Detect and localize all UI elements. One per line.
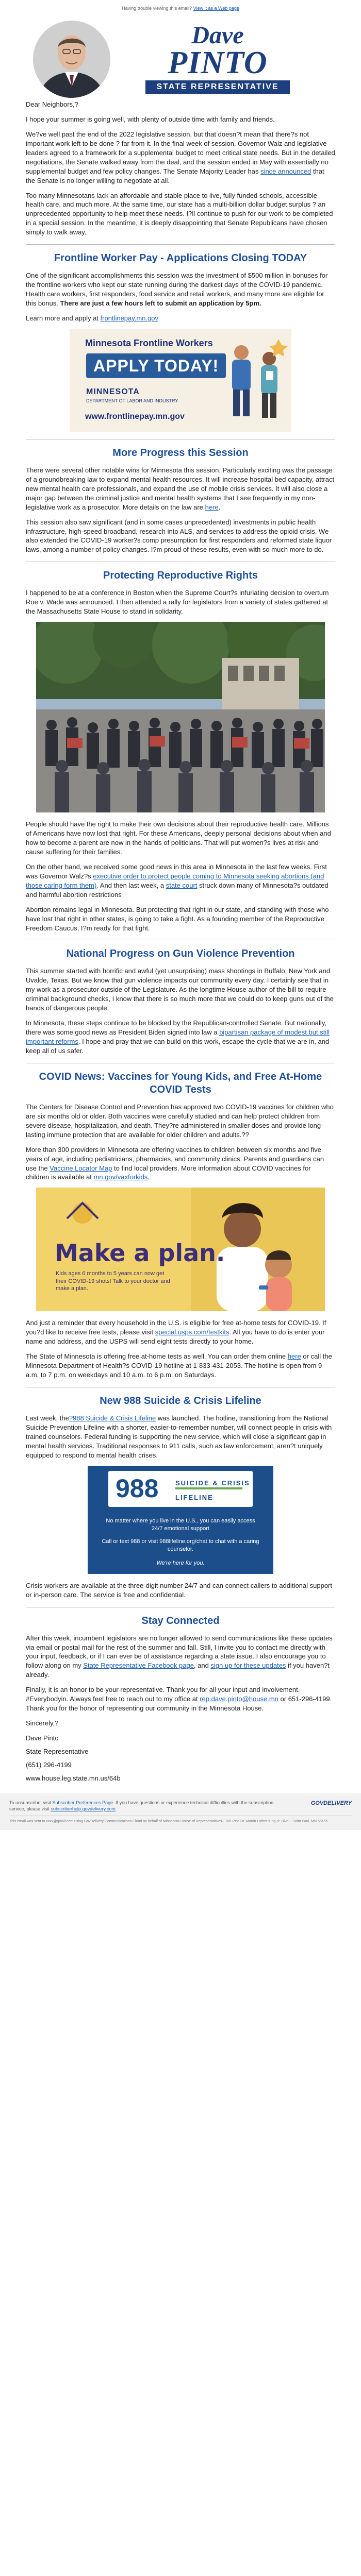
lifeline-logo-name: SUICIDE & CRISIS LIFELINE <box>175 1479 250 1501</box>
mn-tests-link[interactable]: here <box>287 1352 301 1361</box>
footer-fine-print: This email was sent to xxxx@gmail.com using GovDelivery Communications Cloud on behalf of Minnesota House of Representatives · 100 Rev. Dr. Martin Luther King Jr. Blvd. · Saint Paul, MN 55155 <box>9 1816 352 1824</box>
signature-phone: (651) 296-4199 <box>26 1760 72 1769</box>
banner-url: www.frontlinepay.mn.gov <box>85 412 185 421</box>
email-link[interactable]: rep.dave.pinto@house.mn <box>200 1695 278 1703</box>
make-a-plan-image <box>36 1188 325 1311</box>
header-title: STATE REPRESENTATIVE <box>145 80 290 94</box>
intro-paragraph-3: Too many Minnesotans lack an affordable and stable place to live, fully funded schools, accessible health care, and much more. At the same time, our state has a multi-billion dollar budget surplus ? an unprecedented opportunity to help meet these needs. I?ll continue to push for our work to be completed in a special session. In the meantime, it is deeply disappointing that Senate Republicans have chosen simply to walk away. <box>26 191 333 236</box>
lifeline-text-3: We're here for you. <box>156 1560 205 1566</box>
lifeline-logo-bar <box>175 1487 242 1489</box>
lifeline-text-2: Call or text 988 or visit 988lifeline.org/chat to chat with a caring counselor. <box>102 1538 259 1553</box>
web-version-link[interactable]: View it as a Web page <box>193 6 239 11</box>
facebook-page-link[interactable]: State Representative Facebook page <box>83 1662 194 1670</box>
representative-photo <box>33 21 110 98</box>
banner-title: Minnesota Frontline Workers <box>85 337 213 348</box>
footer-unsubscribe: To unsubscribe, visit Subscriber Preferences Page. If you have questions or experience technical difficulties with the subscription service, please visit subscriberhelp.govdelivery.com. <box>9 1800 274 1812</box>
intro-paragraph-1: I hope your summer is going well, with plenty of outside time with family and friends. <box>26 115 275 123</box>
executive-order-link[interactable]: executive order to protect people coming to Minnesota seeking abortions (and those caring form them) <box>26 872 324 889</box>
contact-heading: Stay Connected <box>141 1615 220 1626</box>
greeting: Dear Neighbors,? <box>26 100 78 108</box>
signature-name: Dave Pinto <box>26 1734 59 1742</box>
divider <box>26 244 335 245</box>
banner-apply-text: APPLY TODAY! <box>86 353 226 378</box>
progress-heading: More Progress this Session <box>112 447 249 459</box>
rights-heading: Protecting Reproductive Rights <box>103 570 258 582</box>
frontline-banner-image[interactable] <box>70 329 291 432</box>
contact-paragraph-1: After this week, incumbent legislators are no longer allowed to send communications like these updates via email or postal mail for the rest of the summer and fall. Still, I invite you to contact me directly with your input, feedback, or if I can ever be of assistance regarding a state issue. I also encourage you to follow along on my State Representative Facebook page, and sign up for these updates if you haven?t already. <box>26 1634 333 1679</box>
covid-paragraph-1: The Centers for Disease Control and Prevention has approved two COVID-19 vaccines for children who are six months old or older. Both vaccines were carefully studied and can help protect children from severe disease, hospitalization, and death. They?re administered in smaller doses and provide long-lasting immune protection that are available for older children and adults.?? <box>26 1103 334 1139</box>
header-name-block <box>145 24 290 94</box>
signup-updates-link[interactable]: sign up for these updates <box>210 1662 286 1670</box>
contact-paragraph-2: Finally, it is an honor to be your representative. Thank you for all your input and involvement. #Everybodyin. Always feel free to reach out to my office at rep.dave.pinto@house.mn or 651-296-4199. Thank you for the honor of representing our community in the Minnesota House. <box>26 1686 332 1713</box>
subscriber-help-link[interactable]: subscriberhelp.govdelivery.com <box>51 1806 116 1812</box>
covid-paragraph-4: The State of Minnesota is offering free at-home tests as well. You can order them online here or call the Minnesota Department of Health?s COVID-19 hotline at 1-833-431-2053. The hotline is open from 9 a.m. to 7 p.m. on weekdays and 10 a.m. to 6 p.m. on Saturdays. <box>26 1352 332 1379</box>
rights-paragraph-4: Abortion remains legal in Minnesota. But protecting that right in our state, and standing with those who have lost that right in other states, is going to take a fight. As a founding member of the Reproductive Freedom Caucus, I?m ready for that fight. <box>26 905 329 932</box>
sign-off: Sincerely,? <box>26 1719 59 1727</box>
last-name: PINTO <box>168 45 268 80</box>
since-announced-link[interactable]: since announced <box>260 167 311 175</box>
content-column <box>26 100 335 1783</box>
frontline-paragraph-1: One of the significant accomplishments this session was the investment of $500 million in bonuses for the frontline workers who kept our state running during the darkest days of the COVID-19 pandemic. Health care workers, first responders, food service and retail workers, and many more are eligible for this bonus. There are just a few hours left to submit an application by 5pm. <box>26 272 328 307</box>
subscriber-preferences-link[interactable]: Subscriber Preferences Page <box>52 1800 113 1805</box>
lifeline-paragraph-1: Last week, the?988 Suicide & Crisis Lifeline was launched. The hotline, transitioning from the National Suicide Prevention Lifeline with a shorter, easier-to-remember number, will connect people in crisis with trained counselors. Federal funding is supporting the new service, which will close a significant gap in mental health services. Traditional responses to 911 calls, such as law enforcement, aren?t uniquely equipped to respond to mental health crises. <box>26 1414 332 1459</box>
lifeline-text-1: No matter where you live in the U.S., you can easily access 24/7 emotional support <box>106 1517 255 1532</box>
state-court-link[interactable]: state court <box>166 881 198 889</box>
signature-website: www.house.leg.state.mn.us/64b <box>26 1774 121 1782</box>
govdelivery-logo[interactable]: GOVDELIVERY <box>310 1800 352 1806</box>
usps-testkits-link[interactable]: special.usps.com/testkits <box>155 1328 229 1336</box>
covid-heading: COVID News: Vaccines for Young Kids, and Free At-Home COVID Tests <box>39 1071 322 1095</box>
frontline-pay-link[interactable]: frontlinepay.mn.gov <box>100 314 159 322</box>
lifeline-logo <box>108 1471 253 1507</box>
covid-paragraph-2: More than 300 providers in Minnesota are offering vaccines to children between six months and five years of age, including pediatricians, pharmacies, and community clinics. Parents and guardians can use the Vaccine Locator Map to find local providers. More information about COVID vaccines for children is available at mn.gov/vaxforkids. <box>26 1145 324 1181</box>
progress-paragraph-1: There were several other notable wins for Minnesota this session. Particularly exciting was the passage of a groundbreaking law to expand mental health resources. It will increase hospital bed capacity, attract new mental health care professionals, and expand the use of mobile crisis services. It will also close a major gap between the criminal justice and mental health systems that I see frequently in my non-legislative work as a prosecutor. More details on the law are here. <box>26 466 335 511</box>
top-note-text: Having trouble viewing this email? <box>122 6 193 11</box>
bipartisan-package-link[interactable]: bipartisan package of modest but still important reforms <box>26 1028 330 1045</box>
rights-paragraph-1: I happened to be at a conference in Boston when the Supreme Court?s infuriating decision to overturn Roe v. Wade was announced. I then attended a rally for legislators from a variety of states gathered at the Massachusetts State House to stand in solidarity. <box>26 589 329 616</box>
signature-title: State Representative <box>26 1747 89 1755</box>
covid-paragraph-3: And just a reminder that every household in the U.S. is eligible for free at-home tests for COVID-19. If you?d like to receive free tests, please visit special.usps.com/testkits. All you have to do is enter your name and address, and the USPS will send eight tests directly to your home. <box>26 1319 326 1346</box>
footer-line <box>9 1800 352 1816</box>
workers-illustration-icon <box>217 329 291 432</box>
newsletter-header <box>26 18 335 100</box>
frontline-paragraph-2: Learn more and apply at frontlinepay.mn.gov <box>26 314 159 322</box>
vaxforkids-link[interactable]: mn.gov/vaxforkids <box>93 1173 148 1181</box>
lifeline-image <box>88 1466 273 1574</box>
top-note <box>0 0 361 18</box>
guns-heading: National Progress on Gun Violence Prevention <box>66 948 295 960</box>
progress-paragraph-2: This session also saw significant (and in some cases unprecedented) investments in public health infrastructure, high-speed broadband, research into ALS, and services to address the opioid crisis. We also extended the COVID-19 worker?s comp presumption for first responders and reformed state liquor laws, among a number of policy changes. I?m proud of these results, even with so much more to do. <box>26 518 332 554</box>
lifeline-paragraph-2: Crisis workers are available at the three-digit number 24/7 and can connect callers to additional support or in-person care. The service is free and confidential. <box>26 1581 332 1599</box>
mental-health-law-link[interactable]: here <box>205 503 219 511</box>
signature-block <box>26 1734 335 1783</box>
dli-logo: MINNESOTA DEPARTMENT OF LABOR AND INDUSTRY <box>86 387 178 403</box>
guns-paragraph-1: This summer started with horrific and awful (yet unsurprising) mass shootings in Buffalo, New York and Uvalde, Texas. But we know that gun violence impacts our community every day. I certainly see that in my work as a prosecutor outside of the Legislature. As the longtime House author of the bill to require criminal background checks, I know that there is so much more that we could do to keep guns out of the hands of dangerous people. <box>26 967 334 1012</box>
rally-photo <box>36 622 325 812</box>
guns-paragraph-2: In Minnesota, these steps continue to be blocked by the Republican-controlled Senate. But nationally, there was some good news as President Biden signed into law a bipartisan package of modest but still important reforms. I hope and pray that we can build on this work, escape the cycle that we are in, and keep all of us safer. <box>26 1019 330 1055</box>
plan-subtitle: Kids ages 6 months to 5 years can now get their COVID-19 shots! Talk to your doctor and make a plan. <box>56 1270 170 1292</box>
rights-paragraph-2: People should have the right to make their own decisions about their reproductive health care. Millions of Americans have now lost that right. For these Americans, deeply personal decisions about when and how to become a parent are now in the hands of politicians. That will put women?s lives at risk and cause suffering for their families. <box>26 820 331 856</box>
plan-title: Make a plan. <box>55 1239 225 1267</box>
email-footer <box>0 1793 361 1830</box>
lifeline-link[interactable]: ?988 Suicide & Crisis Lifeline <box>69 1414 156 1422</box>
rights-paragraph-3: On the other hand, we received some good news in this area in Minnesota in the last few weeks. First was Governor Walz?s executive order to protect people coming to Minnesota seeking abortions (and those caring form them). And then last week, a state court struck down many of Minnesota?s outdated and harmful abortion restrictions <box>26 862 329 899</box>
frontline-heading: Frontline Worker Pay - Applications Closing TODAY <box>54 252 307 264</box>
lifeline-logo-number: 988 <box>116 1473 159 1503</box>
first-name: Dave <box>191 22 244 49</box>
vaccine-locator-link[interactable]: Vaccine Locator Map <box>50 1164 112 1172</box>
lifeline-heading: New 988 Suicide & Crisis Lifeline <box>100 1395 261 1406</box>
intro-paragraph-2: We?ve well past the end of the 2022 legislative session, but that doesn?t mean that there?s not important work left to be done ? far from it. In the final week of session, Governor Walz and legislative leaders agreed to a framework for a supplemental budget to meet critical state needs. But in the detailed negotiations, the Senate walked away from the deal, and the session ended in May with essentially no supplemental budget and few policy changes. The Senate Majority Leader has since announced that the Senate is no longer willing to negotiate at all. <box>26 130 335 184</box>
